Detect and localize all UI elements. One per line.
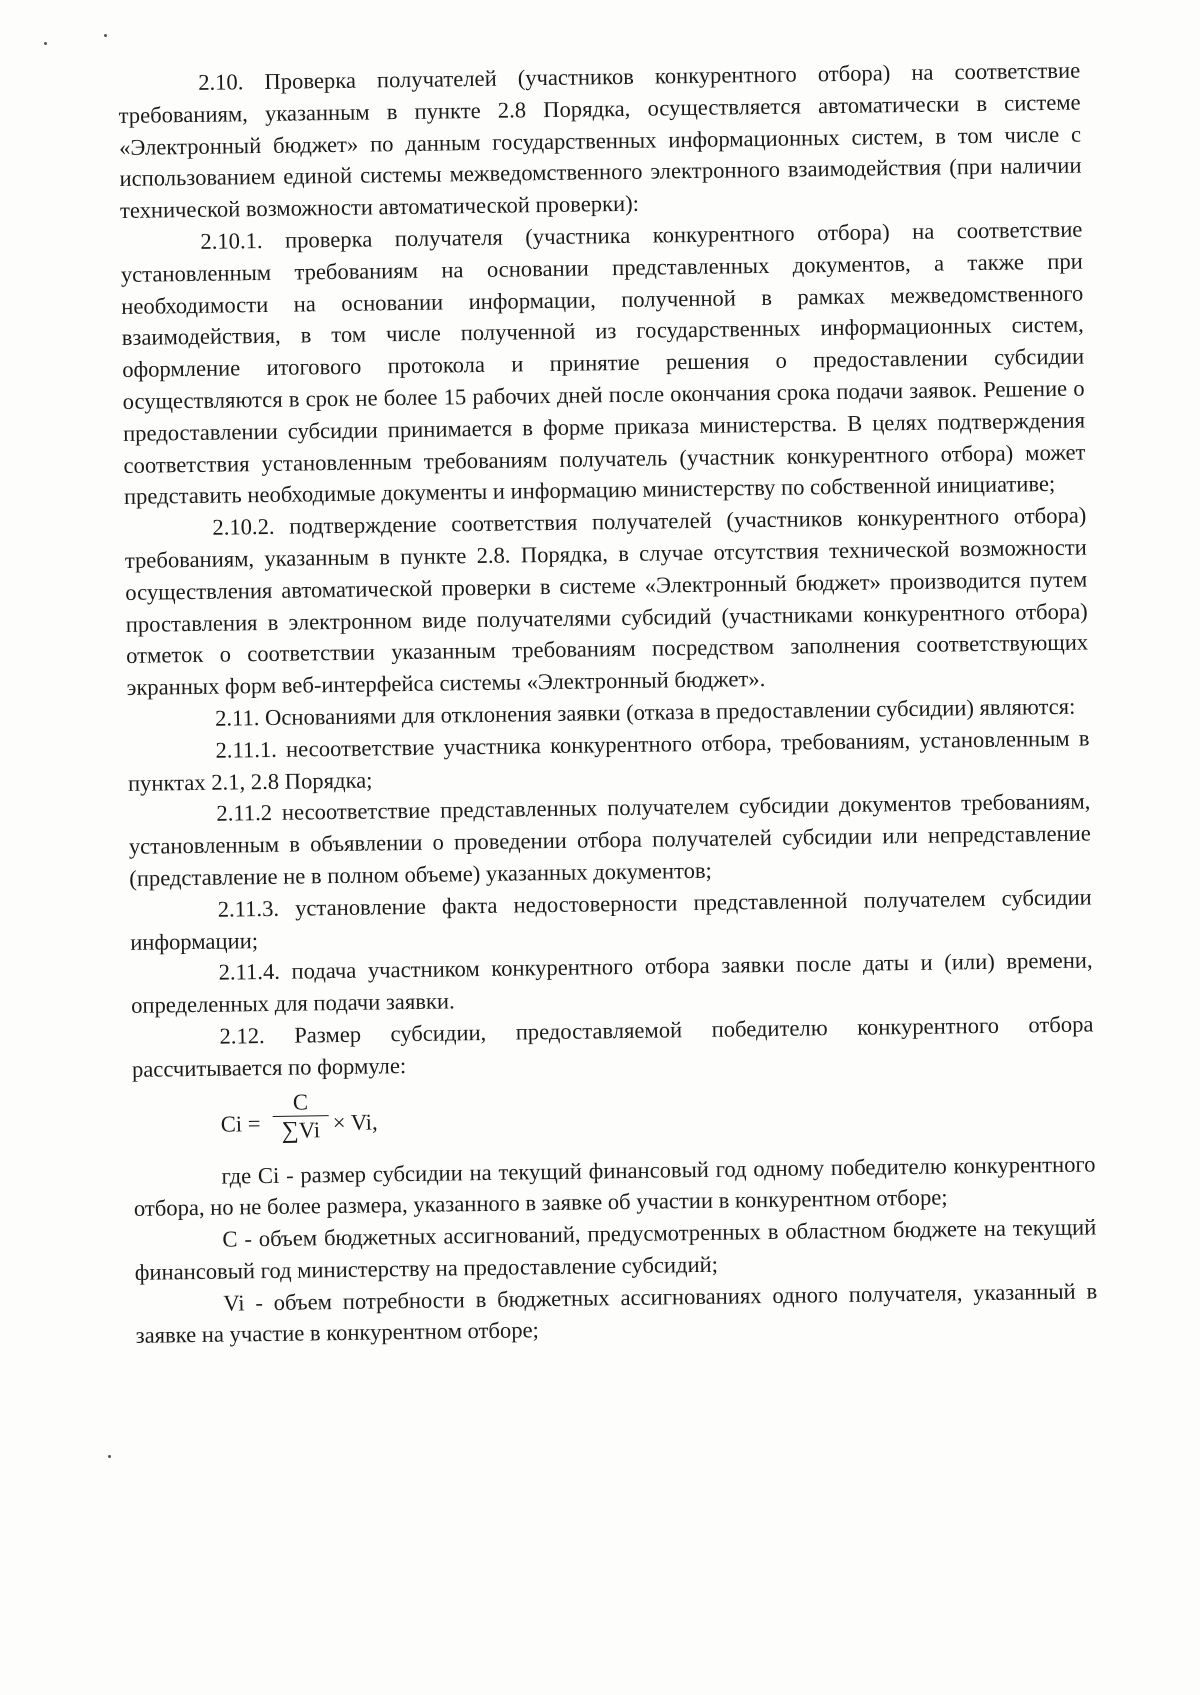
subsidy-formula [220,1078,1095,1154]
formula-denominator-wrap [273,1116,329,1145]
document-page [118,55,1098,1353]
scan-speck [104,34,107,37]
paragraph-2-10-2: 2.10.2. подтверждение соответствия получателей (участников конкурентного отбора) требованиям, указанным в пункте 2.8. Порядка, в случае отсутствия технической возможности осуществления автоматической проверки в системе «Электронный бюджет» производится путем проставления в электронном виде получателями субсидий (участниками конкурентного отбора) отметок о соответствии указанным требованиям посредством заполнения соответствующих экранных форм веб-интерфейса системы «Электронный бюджет». [124,502,1089,701]
paragraph-2-10-1: 2.10.1. проверка получателя (участника конкурентного отбора) на соответствие установленным требованиям на основании представленных документов, а также при необходимости на основании информации, полученной в рамках межведомственного взаимодействия, в том числе полученной из государственных информационных систем, оформление итогового протокола и принятие решения о предоставлении субсидии осуществляются в срок не более 15 рабочих дней после окончания срока подачи заявок. Решение о предоставлении субсидии принимается в форме приказа министерства. В целях подтверждения соответствия установленным требованиям получатель (участник конкурентного отбора) может представить необходимые документы и информацию министерству по собственной инициативе; [120,216,1086,510]
paragraph-2-11-1: 2.11.1. несоответствие участника конкурентного отбора, требованиям, установленным в пунктах 2.1, 2.8 Порядка; [127,725,1090,796]
paragraph-2-11-4: 2.11.4. подача участником конкурентного отбора заявки после даты и (или) времени, определенных для подачи заявки. [130,947,1093,1019]
definition-c: C - объем бюджетных ассигнований, предусмотренных в областном бюджете на текущий финансовый год министерству на предоставление субсидий; [134,1214,1097,1285]
paragraph-2-10: 2.10. Проверка получателей (участников конкурентного отбора) на соответствие требованиям, указанным в пункте 2.8 Порядка, осуществляется автоматически в системе «Электронный бюджет» по данным государственных информационных систем, в том числе с использованием единой системы межведомственного электронного взаимодействия (при наличии технической возможности автоматической проверки): [118,57,1082,224]
sigma-symbol: ∑ [281,1117,299,1144]
paragraph-2-11: 2.11. Основаниями для отклонения заявки (отказа в предоставлении субсидии) являются: [214,693,1076,731]
formula-rhs: × Vi, [332,1108,378,1135]
scan-speck [44,42,47,45]
definition-vi: Vi - объем потребности в бюджетных ассигнованиях одного получателя, указанный в заявке на участие в конкурентном отборе; [135,1278,1098,1349]
scan-speck [108,1455,111,1458]
formula-fraction [272,1089,329,1145]
paragraph-2-12: 2.12. Размер субсидии, предоставляемой победителю конкурентного отбора рассчитывается по формуле: [131,1011,1094,1082]
paragraph-2-11-2: 2.11.2 несоответствие представленных получателем субсидии документов требованиям, установленным в объявлении о проведении отбора получателей субсидии или непредставление (представление не в полном объеме) указанных документов; [128,788,1091,891]
formula-lhs: Ci = [220,1110,261,1137]
formula-numerator: C [292,1088,309,1115]
formula-denominator: Vi [298,1116,321,1143]
paragraph-2-11-3: 2.11.3. установление факта недостоверности представленной получателем субсидии информации; [130,884,1092,955]
definition-ci: где Ci - размер субсидии на текущий финансовый год одному победителю конкурентного отбора, но не более размера, указанного в заявке об участии в конкурентном отборе; [133,1150,1096,1222]
